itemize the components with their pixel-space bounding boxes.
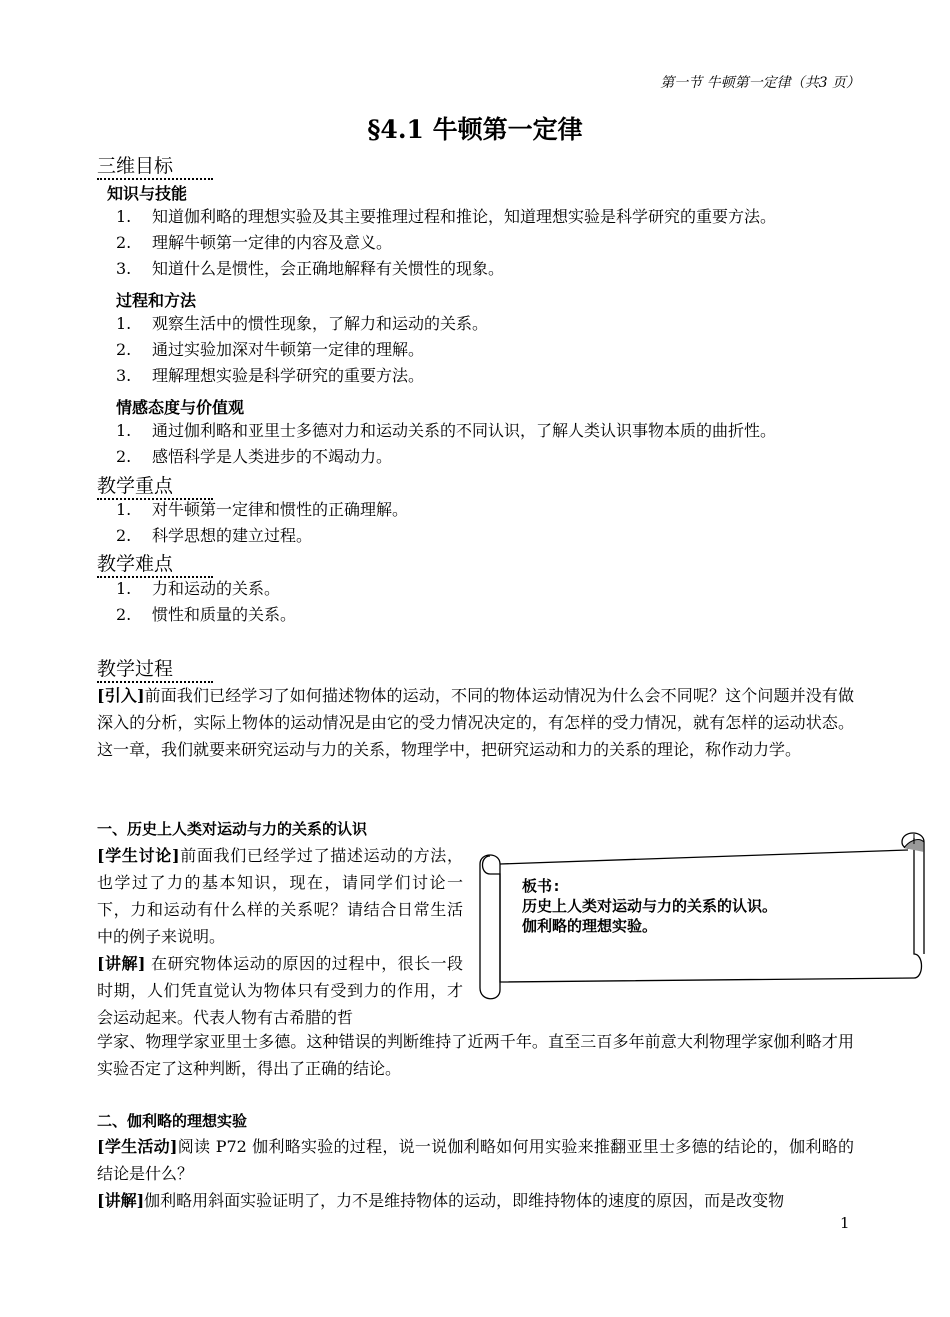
lecture2-tag: [讲解] bbox=[97, 1191, 145, 1210]
lecture2-text: 伽利略用斜面实验证明了，力不是维持物体的运动，即维持物体的速度的原因，而是改变物 bbox=[144, 1191, 785, 1210]
goals-heading: 三维目标 bbox=[97, 154, 213, 180]
list-item: 2. 理解牛顿第一定律的内容及意义。 bbox=[116, 233, 393, 252]
difficulties-heading: 教学难点 bbox=[97, 552, 213, 578]
board-line-1: 历史上人类对运动与力的关系的认识。 bbox=[522, 897, 778, 915]
board-line-2: 伽利略的理想实验。 bbox=[522, 917, 658, 935]
page-number: 1 bbox=[840, 1214, 850, 1232]
section1-heading: 一、历史上人类对运动与力的关系的认识 bbox=[97, 820, 368, 838]
section2-heading: 二、伽利略的理想实验 bbox=[97, 1112, 248, 1130]
activity-text: 阅读 P72 伽利略实验的过程，说一说伽利略如何用实验来推翻亚里士多德的结论的，伽利略的结论是什么？ bbox=[97, 1137, 854, 1183]
list-item: 1. 力和运动的关系。 bbox=[116, 579, 281, 598]
list-item: 1. 对牛顿第一定律和惯性的正确理解。 bbox=[116, 500, 409, 519]
list-item: 2. 通过实验加深对牛顿第一定律的理解。 bbox=[116, 340, 425, 359]
list-item: 2. 科学思想的建立过程。 bbox=[116, 526, 313, 545]
lecture-text-a: 在研究物体运动的原因的过程中，很长一段时期，人们凭直觉认为物体只有受到力的作用，才会运动起来。代表人物有古希腊的哲 bbox=[97, 954, 463, 1027]
header-note: 第一节 牛顿第一定律（共3 页） bbox=[660, 75, 860, 91]
intro-paragraph bbox=[97, 682, 854, 763]
intro-text: 前面我们已经学习了如何描述物体的运动，不同的物体运动情况为什么会不同呢？这个问题并没有做深入的分析，实际上物体的运动情况是由它的受力情况决定的，有怎样的受力情况，就有怎样的运动状态。这一章，我们就要来研究运动与力的关系，物理学中，把研究运动和力的关系的理论，称作动力学。 bbox=[97, 686, 854, 759]
list-item: 2. 惯性和质量的关系。 bbox=[116, 605, 297, 624]
list-item: 3. 知道什么是惯性，会正确地解释有关惯性的现象。 bbox=[116, 259, 505, 278]
list-item: 3. 理解理想实验是科学研究的重要方法。 bbox=[116, 366, 425, 385]
knowledge-heading: 知识与技能 bbox=[107, 184, 188, 203]
intro-tag: [引入] bbox=[97, 686, 145, 705]
discussion-text: 前面我们已经学过了描述运动的方法，也学过了力的基本知识，现在，请同学们讨论一下，力和运动有什么样的关系呢？请结合日常生活中的例子来说明。 bbox=[97, 846, 463, 946]
list-item: 2. 感悟科学是人类进步的不竭动力。 bbox=[116, 447, 393, 466]
section1-paragraph-b: 学家、物理学家亚里士多德。这种错误的判断维持了近两千年。直至三百多年前意大利物理学家伽利略才用实验否定了这种判断，得出了正确的结论。 bbox=[97, 1032, 854, 1078]
key-points-heading: 教学重点 bbox=[97, 474, 213, 500]
lecture-tag: [讲解] bbox=[97, 954, 146, 973]
page-title: §4.1 牛顿第一定律 bbox=[367, 115, 583, 144]
section1-paragraph-a bbox=[97, 842, 463, 1031]
section2-paragraph bbox=[97, 1133, 854, 1214]
board-label: 板书: bbox=[522, 877, 562, 895]
knowledge-list bbox=[116, 204, 856, 282]
teaching-process-heading: 教学过程 bbox=[97, 657, 213, 683]
process-heading: 过程和方法 bbox=[116, 291, 197, 310]
key-points-list bbox=[116, 497, 856, 549]
process-list bbox=[116, 311, 856, 389]
list-item: 1. 知道伽利略的理想实验及其主要推理过程和推论，知道理想实验是科学研究的重要方法。 bbox=[116, 207, 777, 226]
discussion-tag: [学生讨论] bbox=[97, 846, 180, 865]
emotion-list bbox=[116, 418, 876, 470]
emotion-heading: 情感态度与价值观 bbox=[116, 398, 245, 417]
activity-tag: [学生活动] bbox=[97, 1137, 178, 1156]
difficulties-list bbox=[116, 576, 856, 628]
list-item: 1. 观察生活中的惯性现象，了解力和运动的关系。 bbox=[116, 314, 489, 333]
board-text bbox=[522, 876, 777, 936]
list-item: 1. 通过伽利略和亚里士多德对力和运动关系的不同认识，了解人类认识事物本质的曲折性。 bbox=[116, 421, 777, 440]
